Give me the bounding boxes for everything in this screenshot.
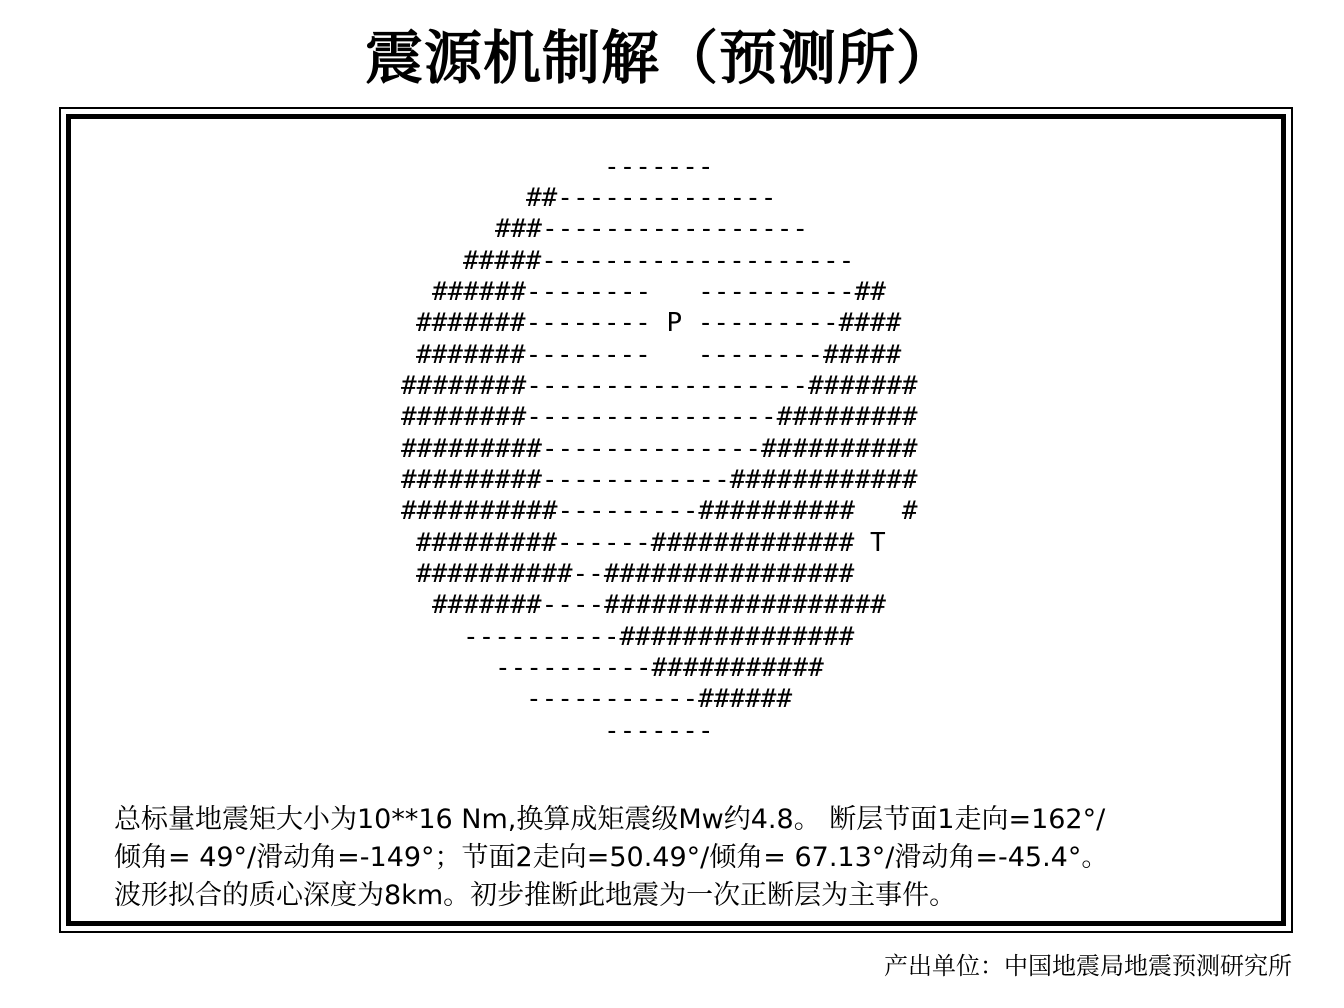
- beachball-row: ##--------------: [526, 183, 777, 213]
- beachball-row: -------: [604, 716, 714, 746]
- beachball-row: ##########---------########## #: [401, 496, 918, 526]
- beachball-row: #######-------- P ---------####: [416, 308, 902, 338]
- beachball-row: ----------###########: [495, 653, 824, 683]
- beachball-row: -------: [604, 152, 714, 182]
- page-title: 震源机制解（预测所）: [364, 24, 955, 92]
- beachball-row: #########------------############: [401, 465, 918, 495]
- beachball-row: #######-------- --------#####: [416, 340, 902, 370]
- producer-credit: 产出单位：中国地震局地震预测研究所: [884, 952, 1292, 980]
- beachball-row: #######----##################: [432, 590, 886, 620]
- beachball-row: ######-------- ----------##: [432, 277, 886, 307]
- beachball-row: ----------###############: [463, 622, 855, 652]
- description-line-1: 总标量地震矩大小为10**16 Nm,换算成矩震级Mw约4.8。 断层节面1走向=162°/: [114, 804, 1106, 835]
- beachball-row: #########--------------##########: [401, 434, 918, 464]
- beachball-row: ########------------------#######: [401, 371, 918, 401]
- beachball-row: ########----------------#########: [401, 402, 918, 432]
- beachball-row: #########------############# T: [416, 528, 886, 558]
- description-line-3: 波形拟合的质心深度为8km。初步推断此地震为一次正断层为主事件。: [114, 880, 957, 911]
- beachball-row: ###-----------------: [495, 214, 809, 244]
- beachball-row: ##########--################: [416, 559, 855, 589]
- beachball-row: -----------######: [526, 684, 793, 714]
- mechanism-description: [114, 801, 1274, 915]
- description-line-2: 倾角= 49°/滑动角=-149°；节面2走向=50.49°/倾角= 67.13°/滑动角=-45.4°。: [114, 842, 1109, 873]
- beachball-row: #####--------------------: [463, 246, 855, 276]
